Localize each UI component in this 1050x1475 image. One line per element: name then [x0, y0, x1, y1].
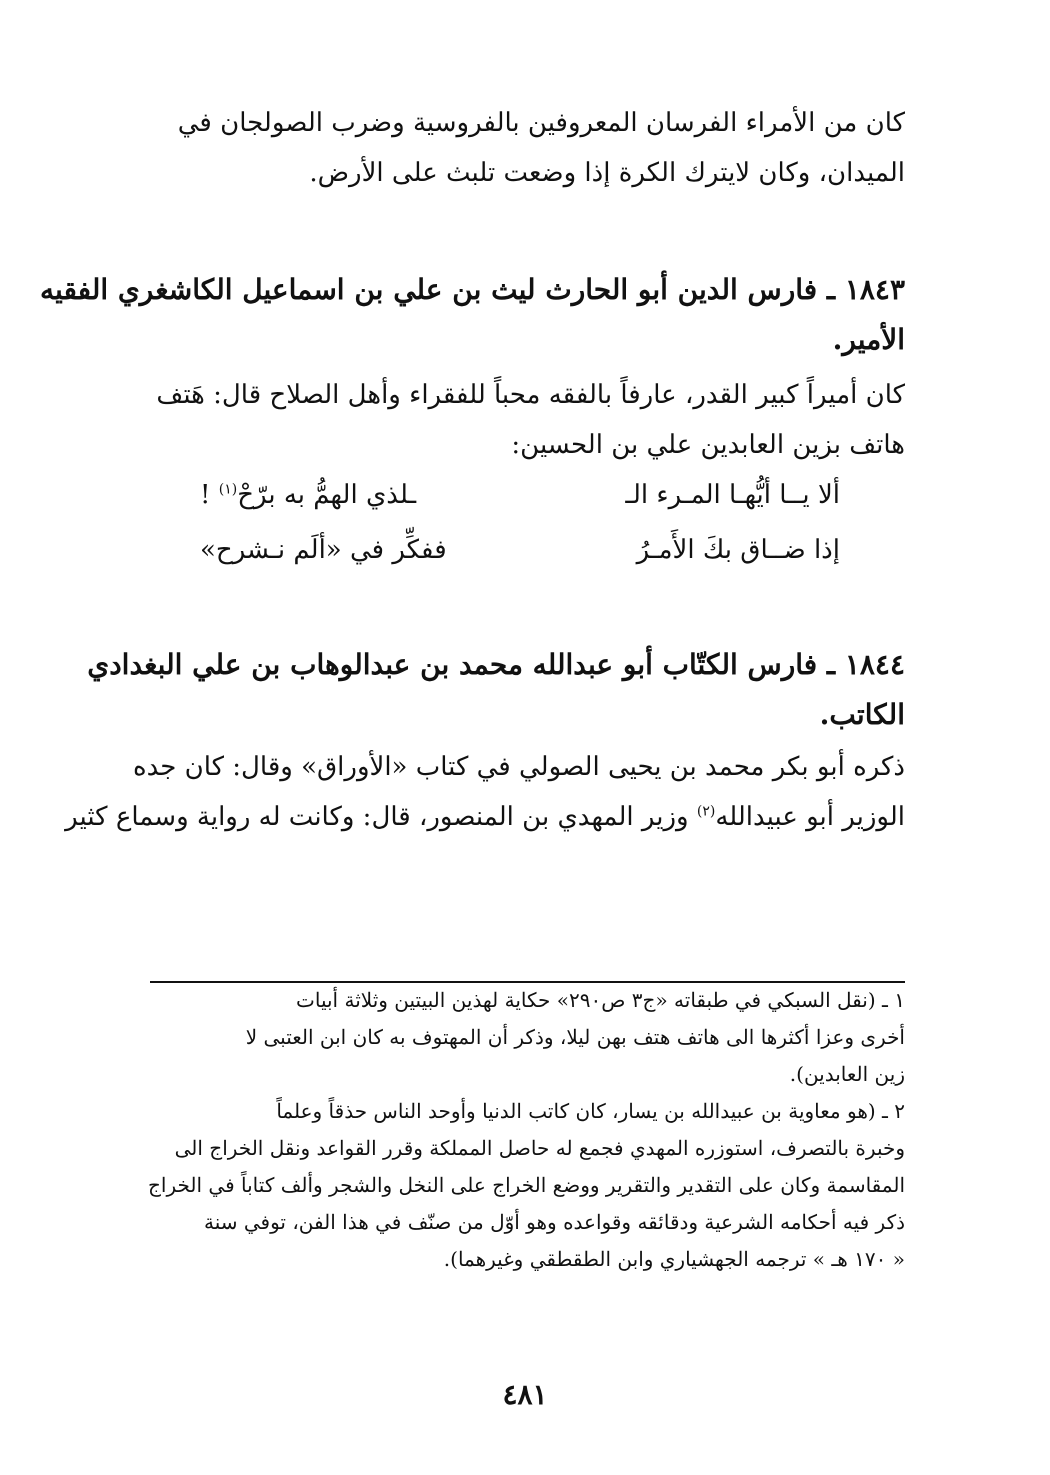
- footnote-line: وخبرة بالتصرف، استوزره المهدي فجمع له حاصل المملكة وقرر القواعد ونقل الخراج الى: [174, 1136, 905, 1160]
- entry-1843-heading: [40, 265, 905, 365]
- entry-1844-heading: [87, 640, 905, 740]
- entry-1844-body: [65, 742, 905, 842]
- footnote-line: زين العابدين).: [789, 1062, 905, 1086]
- text-segment: الوزير أبو عبيدالله: [715, 802, 905, 832]
- verse-second-half: [200, 468, 416, 523]
- entry-1843-body: [140, 370, 905, 470]
- previous-entry-text: [140, 98, 905, 198]
- footnote-line: ٢ ـ (هو معاوية بن عبيدالله بن يسار، كان كاتب الدنيا وأوحد الناس حذقاً وعلماً: [276, 1099, 905, 1123]
- text-line: كان من الأمراء الفرسان المعروفين بالفروسية وضرب الصولجان في: [177, 108, 905, 138]
- text-line: هاتف بزين العابدين علي بن الحسين:: [511, 430, 905, 460]
- text-line: [65, 792, 905, 842]
- text-line: ذكره أبو بكر محمد بن يحيى الصولي في كتاب «الأوراق» وقال: كان جده: [133, 752, 905, 782]
- poem-verse: [200, 523, 840, 578]
- poem: [200, 468, 840, 578]
- heading-line: ١٨٤٣ ـ فارس الدين أبو الحارث ليث بن علي بن اسماعيل الكاشغري الفقيه: [40, 273, 905, 306]
- footnote-line: المقاسمة وكان على التقدير والتقرير ووضع الخراج على النخل والشجر وألف كتاباً في الخراج: [148, 1173, 905, 1197]
- footnote-line: ١ ـ (نقل السبكي في طبقاته «ج٣ ص٢٩٠» حكاية لهذين البيتين وثلاثة أبيات: [296, 988, 905, 1012]
- heading-line: الأمير.: [832, 323, 905, 356]
- verse-first-half: ألا يــا أيُّهـا المـرء الـ: [625, 480, 840, 510]
- footnote-line: ذكر فيه أحكامه الشرعية ودقائقه وقواعده وهو أوّل من صنّف في هذا الفن، توفي سنة: [203, 1210, 905, 1234]
- poem-verse: [200, 468, 840, 523]
- footnote-marker: (٢): [696, 803, 716, 820]
- verse-text: ـلذي الهمُّ به برّحْ: [237, 480, 417, 510]
- footnote-marker: (١): [218, 481, 238, 498]
- verse-punctuation: !: [200, 480, 219, 510]
- verse-second-half: ففكِّر في «ألَم نـشرح»: [200, 535, 447, 565]
- heading-line: الكاتب.: [819, 698, 905, 731]
- heading-line: ١٨٤٤ ـ فارس الكتّاب أبو عبدالله محمد بن عبدالوهاب بن علي البغدادي: [87, 648, 905, 681]
- text-line: الميدان، وكان لايترك الكرة إذا وضعت تلبث على الأرض.: [309, 158, 905, 188]
- footnote-line: أخرى وعزا أكثرها الى هاتف هتف بهن ليلا، وذكر أن المهتوف به كان ابن العتبى لا: [245, 1025, 905, 1049]
- text-line: كان أميراً كبير القدر، عارفاً بالفقه محباً للفقراء وأهل الصلاح قال: هَتف: [156, 380, 905, 410]
- footnote-line: « ١٧٠ هـ » ترجمه الجهشياري وابن الطقطقي وغيرهما).: [443, 1247, 905, 1271]
- text-segment: وزير المهدي بن المنصور، قال: وكانت له رواية وسماع كثير: [65, 802, 697, 832]
- verse-first-half: إذا ضــاق بكَ الأَمـرُ: [636, 535, 840, 565]
- page-number: ٤٨١: [502, 1378, 548, 1411]
- footnotes: [140, 982, 905, 1278]
